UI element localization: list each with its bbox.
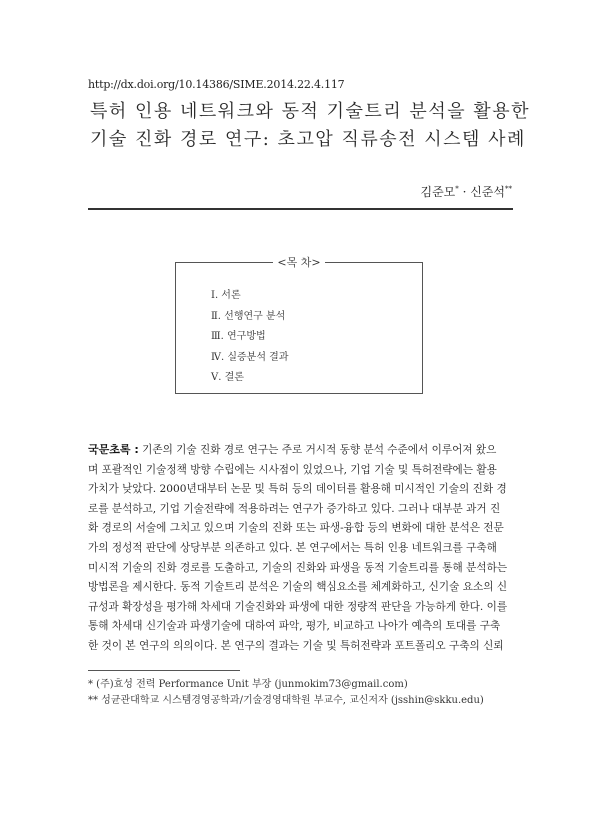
author-separator: · bbox=[458, 185, 471, 199]
toc-list bbox=[211, 286, 289, 389]
abstract-line bbox=[88, 440, 514, 461]
toc-item: Ⅳ. 실증분석 결과 bbox=[211, 351, 289, 363]
footnotes bbox=[88, 677, 518, 709]
abstract-line: 가치가 낮았다. 2000년대부터 논문 및 특허 등의 데이터를 활용해 미시적인 기술의 진화 경 bbox=[88, 483, 507, 496]
title-divider bbox=[88, 208, 513, 210]
korean-abstract bbox=[88, 440, 514, 657]
doi-link[interactable]: http://dx.doi.org/10.14386/SIME.2014.22.4.117 bbox=[88, 78, 345, 91]
footnote-author-2: ** 성균관대학교 시스템경영공학과/기술경영대학원 부교수, 교신저자 (jsshin@skku.edu) bbox=[88, 695, 484, 706]
toc-item: Ⅴ. 결론 bbox=[211, 372, 244, 383]
abstract-line: 가의 정성적 판단에 상당부분 의존하고 있다. 본 연구에서는 특허 인용 네트워크를 구축해 bbox=[88, 541, 497, 554]
toc-title: <목 차> bbox=[273, 256, 324, 269]
abstract-line: 통해 차세대 신기술과 파생기술에 대하여 파악, 평가, 비교하고 나아가 예측의 토대를 구축 bbox=[88, 620, 501, 633]
toc-item: Ⅰ. 서론 bbox=[211, 290, 241, 301]
paper-title bbox=[90, 98, 530, 154]
author-mark: * bbox=[455, 185, 459, 193]
author-mark: ** bbox=[505, 185, 512, 193]
abstract-line: 방법론을 제시한다. 동적 기술트리 분석은 기술의 핵심요소를 체계화하고, 신기술 요소의 신 bbox=[88, 581, 508, 594]
author-list bbox=[420, 183, 512, 200]
title-line-1: 특허 인용 네트워크와 동적 기술트리 분석을 활용한 bbox=[90, 101, 530, 122]
abstract-line: 로를 분석하고, 기업 기술전략에 적용하려는 연구가 증가하고 있다. 그러나 대부분 과거 진 bbox=[88, 502, 501, 515]
footnote-author-1: * (주)효성 전력 Performance Unit 부장 (junmokim73@gmail.com) bbox=[88, 679, 408, 690]
abstract-line: 한 것이 본 연구의 의의이다. 본 연구의 결과는 기술 및 특허전략과 포트폴리오 구축의 신뢰 bbox=[88, 639, 504, 652]
footnote-divider bbox=[88, 670, 240, 671]
abstract-line: 며 포괄적인 기술정책 방향 수립에는 시사점이 있었으나, 기업 기술 및 특허전략에는 활용 bbox=[88, 463, 497, 476]
title-line-2: 기술 진화 경로 연구: 초고압 직류송전 시스템 사례 bbox=[90, 129, 526, 150]
abstract-text: 기존의 기술 진화 경로 연구는 주로 거시적 동향 분석 수준에서 이루어져 왔으 bbox=[138, 444, 497, 456]
table-of-contents bbox=[175, 256, 423, 394]
abstract-line: 규성과 확장성을 평가해 차세대 기술진화와 파생에 대한 정량적 판단을 가능하게 한다. 이를 bbox=[88, 600, 508, 613]
abstract-line: 화 경로의 서술에 그치고 있으며 기술의 진화 또는 파생-융합 등의 변화에 대한 분석은 전문 bbox=[88, 522, 504, 535]
abstract-line: 미시적 기술의 진화 경로를 도출하고, 기술의 진화와 파생을 동적 기술트리를 통해 분석하는 bbox=[88, 561, 508, 574]
author-name: 김준모 bbox=[420, 185, 456, 199]
author-name: 신준석 bbox=[470, 185, 505, 199]
toc-item: Ⅱ. 선행연구 분석 bbox=[211, 310, 286, 322]
toc-item: Ⅲ. 연구방법 bbox=[211, 331, 266, 342]
abstract-label: 국문초록 : bbox=[88, 443, 139, 456]
